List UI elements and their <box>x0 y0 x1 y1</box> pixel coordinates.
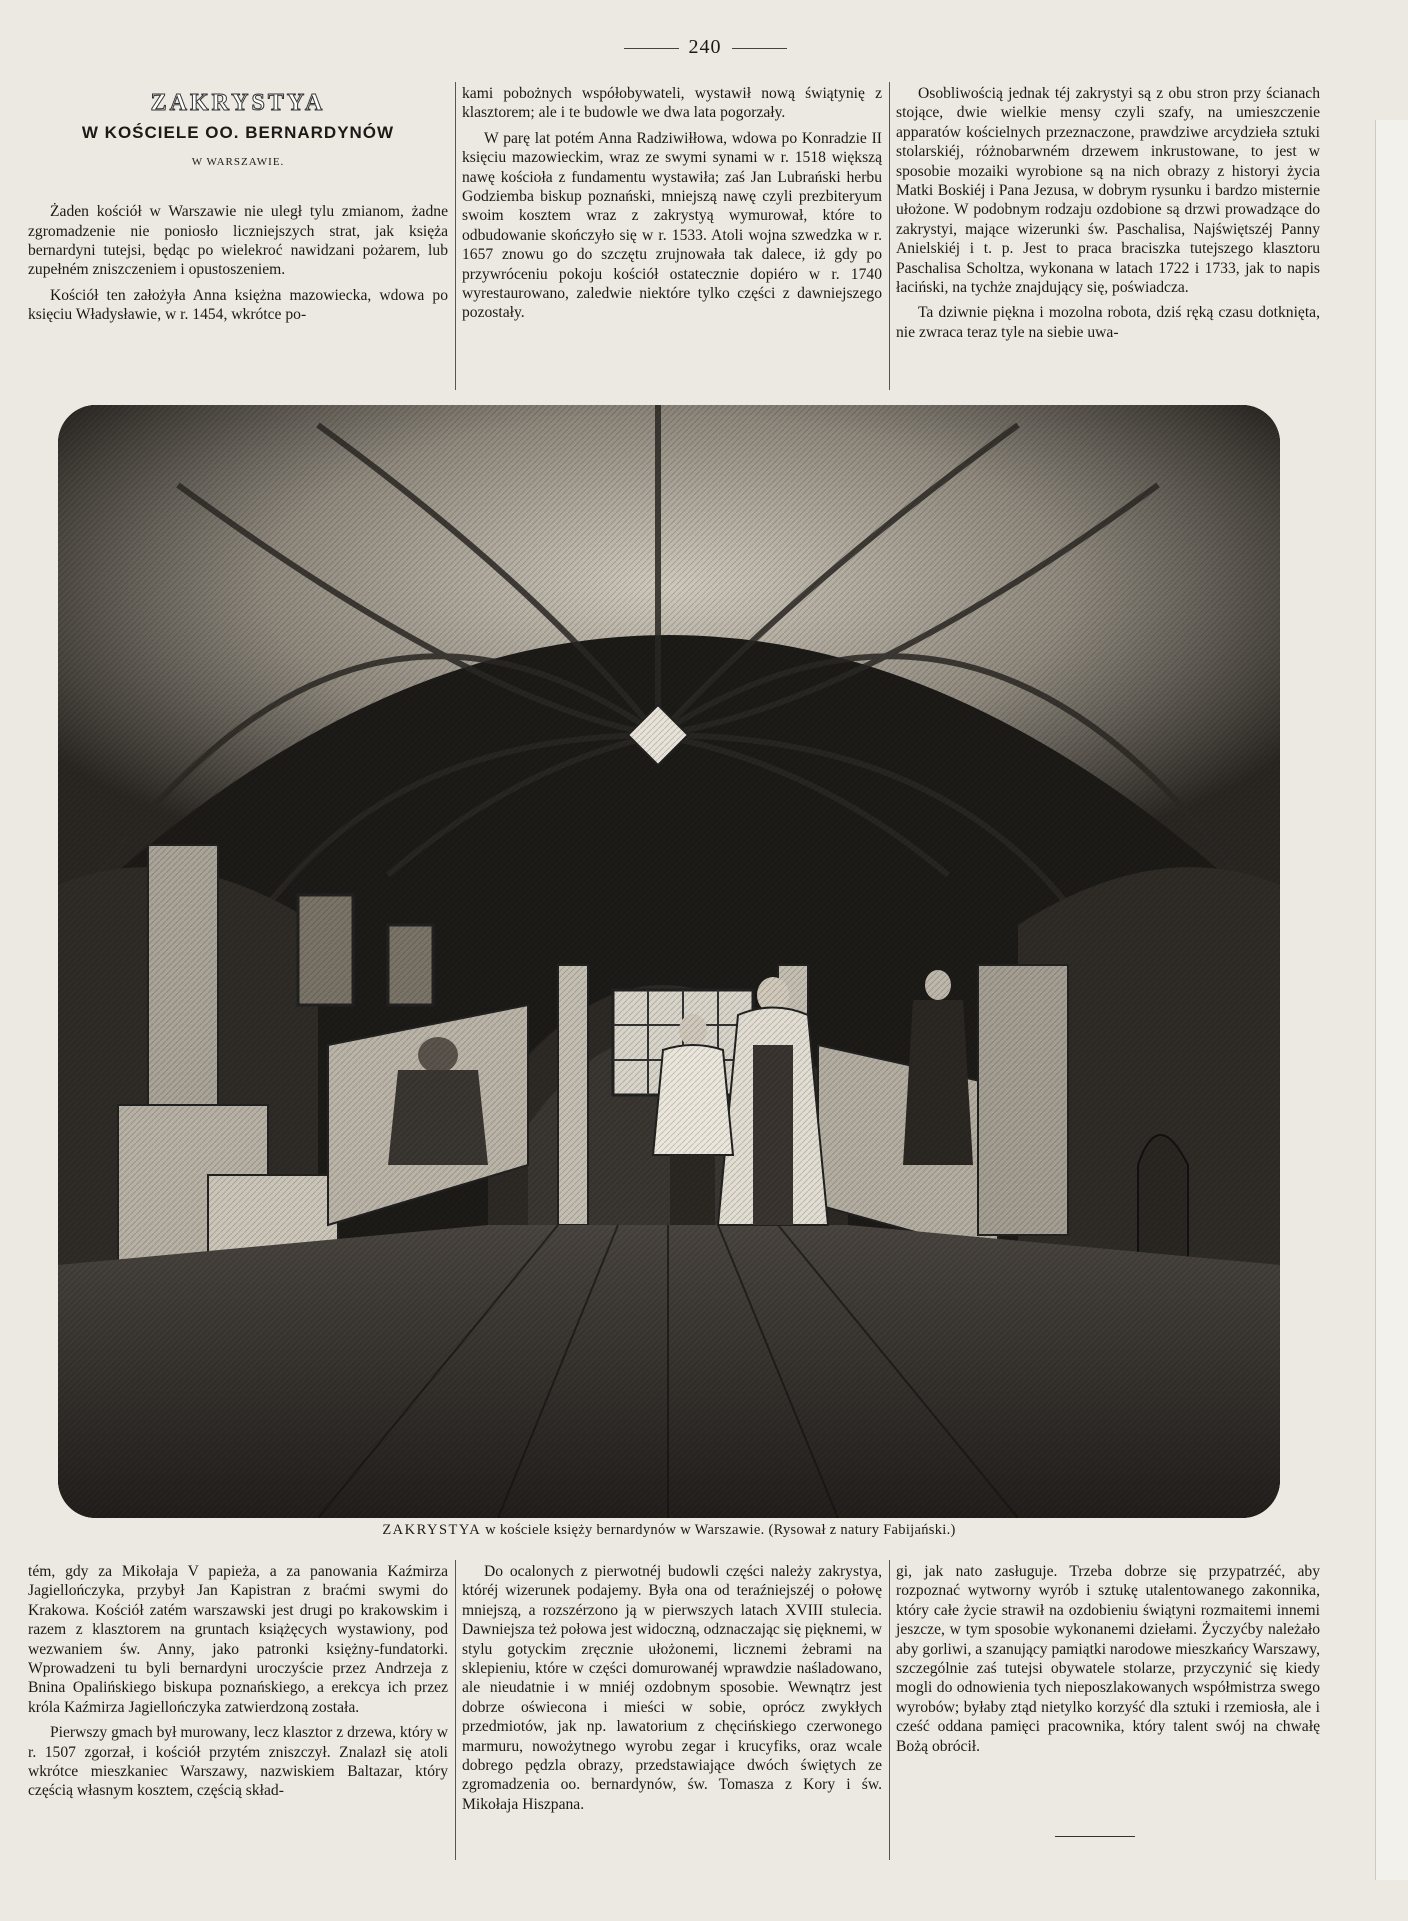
top-column-2 <box>462 84 882 329</box>
bottom-column-2 <box>462 1562 882 1820</box>
article-subtitle: W KOŚCIELE OO. BERNARDYNÓW <box>81 123 395 143</box>
sacristy-engraving <box>58 405 1280 1518</box>
engraving-caption <box>58 1522 1280 1539</box>
column-divider <box>889 82 890 390</box>
bottom-column-1 <box>28 1562 448 1807</box>
caption-text: w kościele księży bernardynów w Warszawie. <box>485 1522 765 1538</box>
column-divider <box>889 1560 890 1860</box>
article-title: ZAKRYSTYA <box>150 90 326 116</box>
paragraph: W parę lat potém Anna Radziwiłłowa, wdowa po Konradzie II księciu mazowieckim, wraz ze swymi synami w r. 1518 większą nawę kościoła z fundamentu wystawiła; zaś Jan Lubrański herbu Godziemba biskup poznański, mniejszą nawę czyli prezbiteryum swoim kosztem wraz z zakrystyą wymurował, które to odbudowanie skończyło się w r. 1533. Atoli wojna szwedzka w r. 1657 znowu go do szczętu zrujnowała tak dalece, iż gdy po przywróceniu pokoju kościół ostatecznie dopiéro w r. 1740 wyrestaurowano, zaledwie niektóre tylko części z dawniejszego pozostały. <box>462 129 882 322</box>
paragraph: Ta dziwnie piękna i mozolna robota, dziś ręką czasu dotknięta, nie zwraca teraz tyle na siebie uwa- <box>896 304 1320 341</box>
paragraph: Kościół ten założyła Anna księżna mazowiecka, wdowa po księciu Władysławie, w r. 1454, wkrótce po- <box>28 286 448 324</box>
paragraph: kami pobożnych współobywateli, wystawił nową świątynię z klasztorem; ale i te budowle we dwa lata pogorzały. <box>462 85 882 122</box>
bottom-column-3 <box>896 1562 1320 1762</box>
page-number: 240 <box>580 36 830 59</box>
paragraph: Osobliwością jednak téj zakrystyi są z obu stron przy ścianach stojące, dwie wielkie mensy czyli szafy, na umieszczenie apparatów kościelnych przeznaczone, prawdziwe arcydzieła sztuki stolarskiéj, różnobarwném drzewem inkrustowane, to jest w sposobie mozaiki wyrobione są na nich obrazy z historyi życia Matki Boskiéj i Pana Jezusa, w dobrym rysunku i bardzo misternie ułożone. W podobnym rodzaju ozdobione są drzwi prowadzące do zakrystyi, mające wizerunki św. Paschalisa, Najświętszéj Panny Anielskiéj i t. p. Jest to praca braciszka tutejszego klasztoru Paschalisa Scholtza, wykonana w latach 1722 i 1733, jak to napis łaciński, na tychże znajdujący się, poświadcza. <box>896 85 1320 297</box>
end-rule <box>1055 1836 1135 1837</box>
paragraph: Pierwszy gmach był murowany, lecz klasztor z drzewa, który w r. 1507 zgorzał, i kościół przytém zniszczył. Znalazł się atoli wkrótce mieszkaniec Warszawy, nazwiskiem Baltazar, który częścią własnym kosztem, częścią skład- <box>28 1724 448 1800</box>
caption-credit: (Rysował z natury Fabijański.) <box>768 1522 956 1538</box>
column-divider <box>455 82 456 390</box>
top-column-1 <box>28 88 448 331</box>
paragraph: gi, jak nato zasługuje. Trzeba dobrze się przypatrzéć, aby rozpoznać wytworny wyrób i sztukę utalentowanego zakonnika, który całe życie strawił na ozdobieniu świątyni rozmaitemi innemi jeszcze, w tym sposobie wykonanemi dziełami. Życzyćby należało aby gorliwi, a szanujący pamiątki narodowe mieszkańcy Warszawy, szczególnie zaś tutejsi obywatele stolarze, przyczynić się kiedy mogli do odnowienia tych nieposzlakowanych współmistrza swego wyrobów; byłaby ztąd nietylko korzyść dla sztuki i rzemiosła, ale i cześć oddana pamięci pracownika, który talent swój na chwałę Bożą obrócił. <box>896 1563 1320 1755</box>
top-column-3 <box>896 84 1320 348</box>
paragraph: tém, gdy za Mikołaja V papieża, a za panowania Kaźmirza Jagiellończyka, przybył Jan Kapistran z braćmi swymi do Krakowa. Kościół zatém warszawski jest drugi po krakowskim i razem z klasztorem na gruntach książęcych wystawiony, pod wezwaniem św. Anny, jako patronki księżny-fundatorki. Wprowadzeni tu byli bernardyni uroczyście przez Andrzeja z Bnina Opalińskiego biskupa poznańskiego, a erekcya ich przez króla Kaźmirza Jagiellończyka zatwierdzoną została. <box>28 1563 448 1716</box>
paragraph: Żaden kościół w Warszawie nie uległ tylu zmianom, żadne zgromadzenie nie poniosło liczniejszych strat, jak księża bernardyni tutejsi, będąc po wielekroć nawidzani pożarem, lub zupełném zniszczeniem i opustoszeniem. <box>28 203 448 279</box>
article-city: W WARSZAWIE. <box>191 155 285 168</box>
paragraph: Do ocalonych z pierwotnéj budowli części należy zakrystya, któréj wizerunek podajemy. Była ona od teraźniejszéj o połowę mniejszą, a rozszérzono ją w pierwszych latach XVIII stulecia. Dawniejsza też połowa jest widoczną, odznaczając się pięknemi, w stylu gotyckim zręcznie ułożonemi, licznemi żebrami na sklepieniu, które w części domurowanéj wprawdzie naśladowano, ale nieudatnie i w mniéj ozdobnym sposobie. Wewnątrz jest dobrze oświecona i mieści w sobie, oprócz zwykłych przedmiotów, jak np. lawatorium z chęcińskiego czerwonego marmuru, nowożytnego wyrobu zegar i krucyfiks, oraz wcale dobrego pędzla obrazy, przedstawiające dwóch świętych ze zgromadzenia oo. bernardynów, św. Tomasza z Kory i św. Mikołaja Hiszpana. <box>462 1563 882 1813</box>
column-divider <box>455 1560 456 1860</box>
caption-title: ZAKRYSTYA <box>382 1522 482 1538</box>
adjacent-page-margin <box>1375 120 1408 1880</box>
